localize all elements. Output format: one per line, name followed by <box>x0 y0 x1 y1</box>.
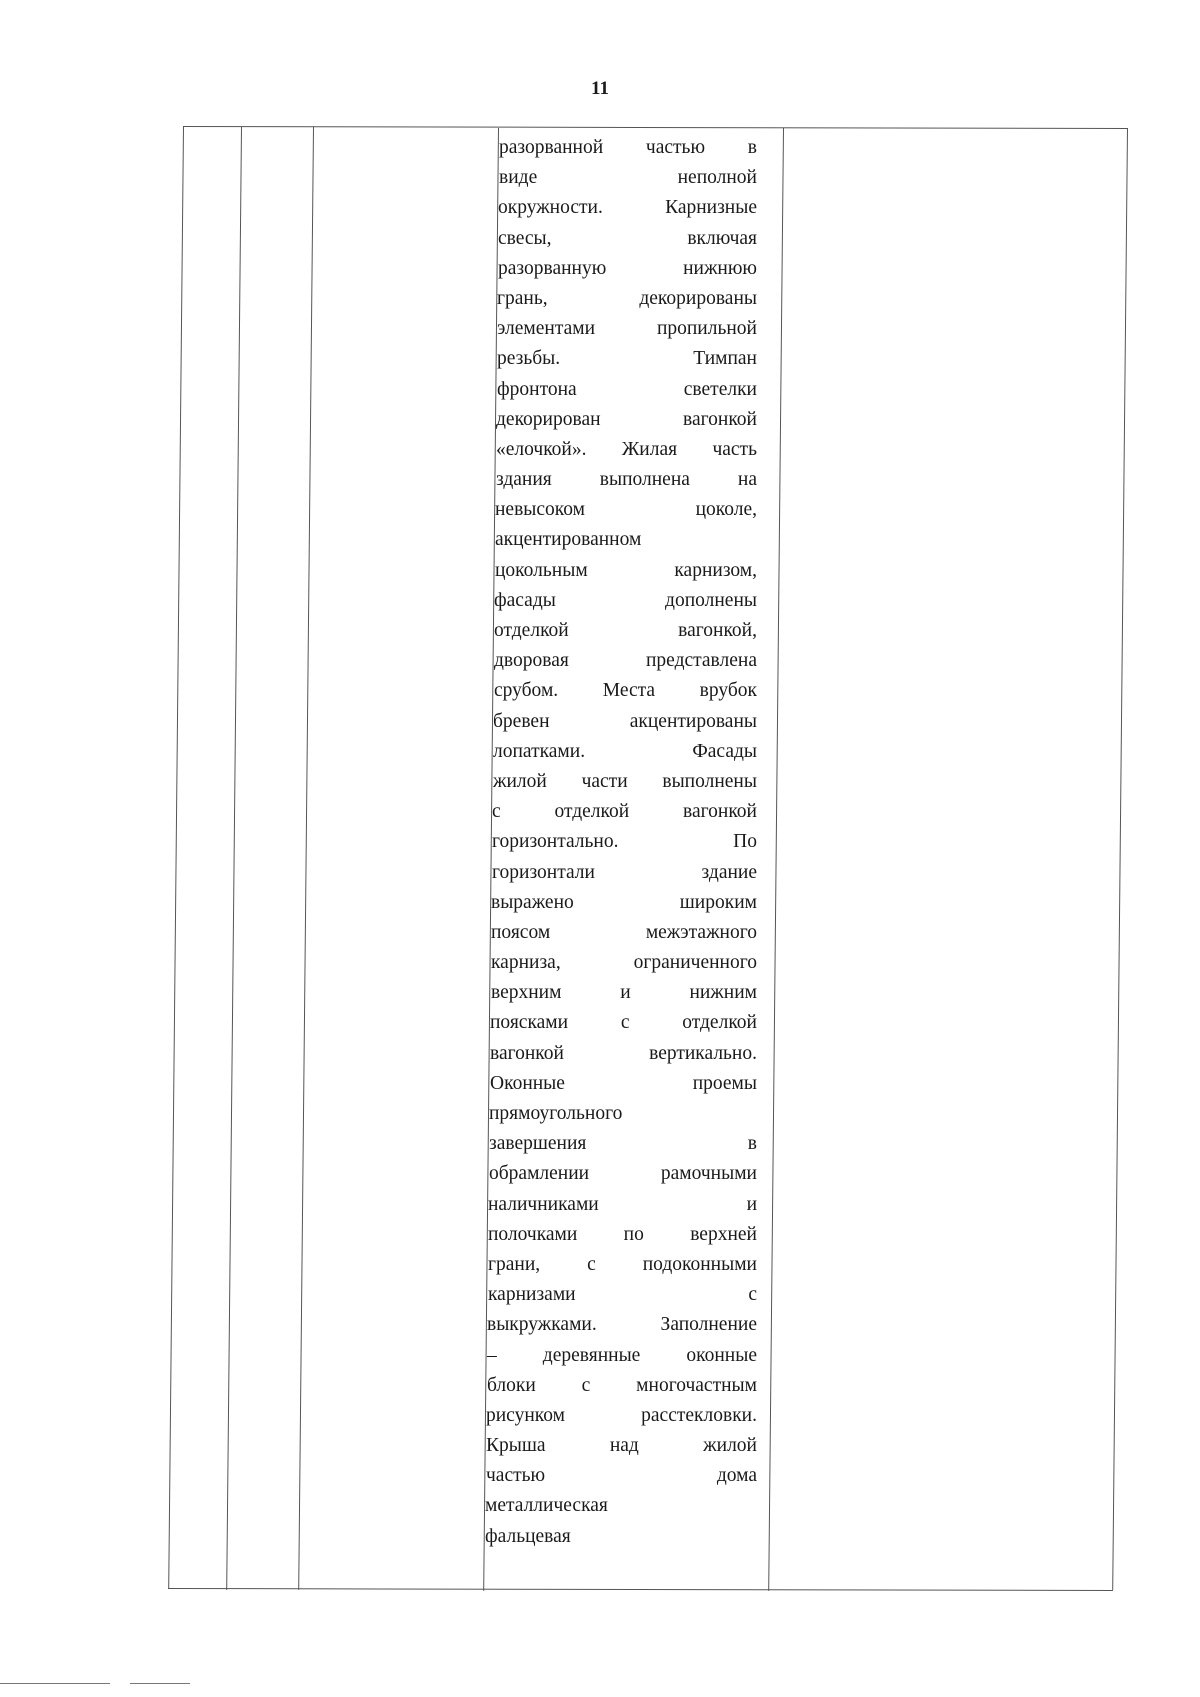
description-word: многочастным <box>636 1374 757 1396</box>
description-word: бревен <box>493 710 550 732</box>
description-word: широким <box>679 891 757 913</box>
description-line <box>485 1491 757 1521</box>
description-word: акцентированы <box>629 710 757 732</box>
description-line <box>499 133 757 163</box>
description-word: карнизами <box>488 1284 576 1306</box>
description-word: блоки <box>487 1374 536 1396</box>
description-word: Жилая <box>621 438 678 460</box>
description-word: пропильной <box>656 318 757 340</box>
description-word: Фасады <box>692 740 757 762</box>
table-bottom-border <box>168 1588 1113 1591</box>
description-word: выкружками. <box>487 1314 597 1336</box>
description-line <box>496 435 757 465</box>
description-word: ограниченного <box>633 952 757 974</box>
description-word: проемы <box>692 1072 757 1094</box>
description-word: и <box>620 982 631 1004</box>
table-right-border <box>1112 128 1128 1590</box>
description-word: горизонтально. <box>492 831 619 853</box>
description-line <box>495 556 757 586</box>
description-line <box>488 1190 757 1220</box>
description-word: Оконные <box>490 1072 565 1094</box>
table-column-divider-2 <box>298 127 314 1590</box>
description-word: вагонкой <box>490 1042 564 1064</box>
description-word: часть <box>712 438 757 460</box>
description-word: жилой <box>703 1435 757 1457</box>
description-line <box>489 1099 757 1129</box>
description-word: обрамлении <box>489 1163 590 1185</box>
description-word: разорванной <box>499 137 604 158</box>
description-word: фронтона <box>497 378 577 400</box>
description-word: грани, <box>488 1253 541 1275</box>
description-word: нижнюю <box>683 257 757 279</box>
description-line <box>497 344 757 374</box>
description-word: виде <box>499 167 538 189</box>
description-word: включая <box>687 227 757 249</box>
description-line <box>497 314 757 344</box>
description-word: разорванную <box>498 257 607 279</box>
description-word: вагонкой <box>683 801 757 823</box>
description-line <box>493 707 757 737</box>
description-word: с <box>620 1012 630 1034</box>
description-line <box>487 1341 757 1371</box>
description-line <box>492 827 757 857</box>
description-word: оконные <box>686 1344 757 1366</box>
description-line <box>496 405 757 435</box>
description-line <box>493 737 757 767</box>
table-top-border <box>183 126 1128 129</box>
description-word: вагонкой, <box>678 620 757 641</box>
description-word: выражено <box>491 891 574 913</box>
description-line <box>489 1159 757 1189</box>
description-word: вагонкой <box>683 408 757 430</box>
description-line <box>491 948 757 978</box>
description-cell <box>485 133 757 1552</box>
description-word: части <box>581 770 628 792</box>
description-word: декорированы <box>639 287 757 309</box>
description-line <box>494 586 757 616</box>
description-word: завершения <box>489 1133 587 1155</box>
description-line <box>498 254 757 284</box>
description-word: здание <box>701 861 757 883</box>
description-word: вертикально. <box>649 1042 757 1064</box>
description-word: фасады <box>494 589 556 611</box>
description-line <box>493 767 757 797</box>
description-line <box>491 918 757 948</box>
table-column-divider-1 <box>226 127 242 1590</box>
description-word: полочками <box>488 1223 578 1245</box>
description-line <box>487 1310 757 1340</box>
description-word: верхней <box>690 1223 757 1245</box>
description-word: отделкой <box>682 1012 757 1034</box>
description-word: Крыша <box>486 1435 546 1457</box>
description-line <box>491 978 757 1008</box>
description-word: в <box>747 1133 757 1155</box>
description-word: лопатками. <box>493 740 586 762</box>
description-line <box>497 375 757 405</box>
description-word: элементами <box>497 318 596 340</box>
table-column-divider-4 <box>768 128 784 1591</box>
description-word: карнизом, <box>674 559 757 581</box>
description-word: Заполнение <box>660 1314 757 1336</box>
description-line <box>490 1069 757 1099</box>
description-word: жилой <box>493 770 547 792</box>
description-word: и <box>746 1193 757 1215</box>
description-word: свесы, <box>498 227 552 249</box>
description-line <box>496 465 757 495</box>
description-word: врубок <box>699 680 757 702</box>
description-word: расстекловки. <box>641 1404 757 1426</box>
description-word: поясками <box>490 1012 569 1034</box>
description-line <box>494 616 757 646</box>
description-word: грань, <box>497 287 548 309</box>
description-word: карниза, <box>491 952 561 974</box>
table-left-border <box>168 126 184 1589</box>
description-word: отделкой <box>494 620 569 641</box>
description-word: срубом. <box>494 680 559 702</box>
description-word: окружности. <box>498 197 603 219</box>
description-word: здания <box>496 469 552 491</box>
description-line <box>495 525 757 555</box>
description-word: деревянные <box>542 1344 641 1366</box>
description-word: Места <box>602 680 656 702</box>
description-word: нижним <box>689 982 757 1004</box>
description-line <box>491 888 757 918</box>
description-word: с <box>492 801 501 823</box>
description-word: верхним <box>491 982 562 1004</box>
description-word: в <box>747 137 757 158</box>
description-line <box>494 646 757 676</box>
description-word: цокольным <box>495 559 588 581</box>
description-word: Карнизные <box>665 197 757 219</box>
description-word: дворовая <box>494 650 569 672</box>
description-word: горизонтали <box>492 861 595 883</box>
description-word: невысоком <box>495 499 586 521</box>
description-word: частью <box>645 137 706 158</box>
description-word: выполнены <box>662 770 757 792</box>
description-line <box>486 1431 757 1461</box>
description-word: рамочными <box>660 1163 757 1185</box>
description-line <box>487 1371 757 1401</box>
description-line <box>485 1522 757 1552</box>
description-word: с <box>748 1284 757 1306</box>
description-word: акцентированном <box>495 529 642 551</box>
description-line <box>488 1280 757 1310</box>
description-line <box>486 1461 757 1491</box>
description-word: подоконными <box>642 1253 757 1275</box>
description-word: «елочкой». <box>496 438 587 460</box>
description-word: с <box>587 1253 596 1275</box>
description-line <box>488 1220 757 1250</box>
description-word: фальцевая <box>485 1525 571 1547</box>
description-line <box>492 858 757 888</box>
description-line <box>498 224 757 254</box>
description-line <box>490 1039 757 1069</box>
description-word: выполнена <box>599 469 690 491</box>
description-line <box>489 1129 757 1159</box>
description-line <box>498 193 757 223</box>
description-word: отделкой <box>554 801 630 823</box>
description-word: межэтажного <box>645 921 757 943</box>
description-line <box>499 163 757 193</box>
description-word: Тимпан <box>693 348 757 370</box>
description-word: прямоугольного <box>489 1103 623 1124</box>
description-word: над <box>609 1435 639 1457</box>
description-line <box>488 1250 757 1280</box>
description-line <box>494 676 757 706</box>
description-word: частью <box>486 1465 546 1487</box>
description-line <box>492 797 757 827</box>
description-word: с <box>581 1374 591 1396</box>
description-word: металлическая <box>485 1495 608 1517</box>
description-word: дополнены <box>665 589 757 611</box>
description-word: цоколе, <box>695 499 757 521</box>
description-word: неполной <box>677 167 757 189</box>
description-word: светелки <box>683 378 757 400</box>
description-word: по <box>623 1223 644 1245</box>
description-word: поясом <box>491 921 551 943</box>
description-word: на <box>737 469 757 491</box>
description-line <box>486 1401 757 1431</box>
description-word: декорирован <box>496 408 601 430</box>
description-word: По <box>733 831 757 853</box>
scan-edge-mark <box>130 1683 190 1684</box>
description-word: наличниками <box>488 1193 599 1215</box>
description-word: дома <box>716 1465 757 1487</box>
description-line <box>490 1008 757 1038</box>
page-number: 11 <box>591 78 609 99</box>
description-line <box>495 495 757 525</box>
description-word: представлена <box>645 650 757 672</box>
description-line <box>497 284 757 314</box>
description-word: рисунком <box>486 1404 565 1426</box>
scan-edge-mark <box>0 1683 110 1684</box>
description-word: – <box>487 1344 497 1366</box>
description-word: резьбы. <box>497 348 561 370</box>
